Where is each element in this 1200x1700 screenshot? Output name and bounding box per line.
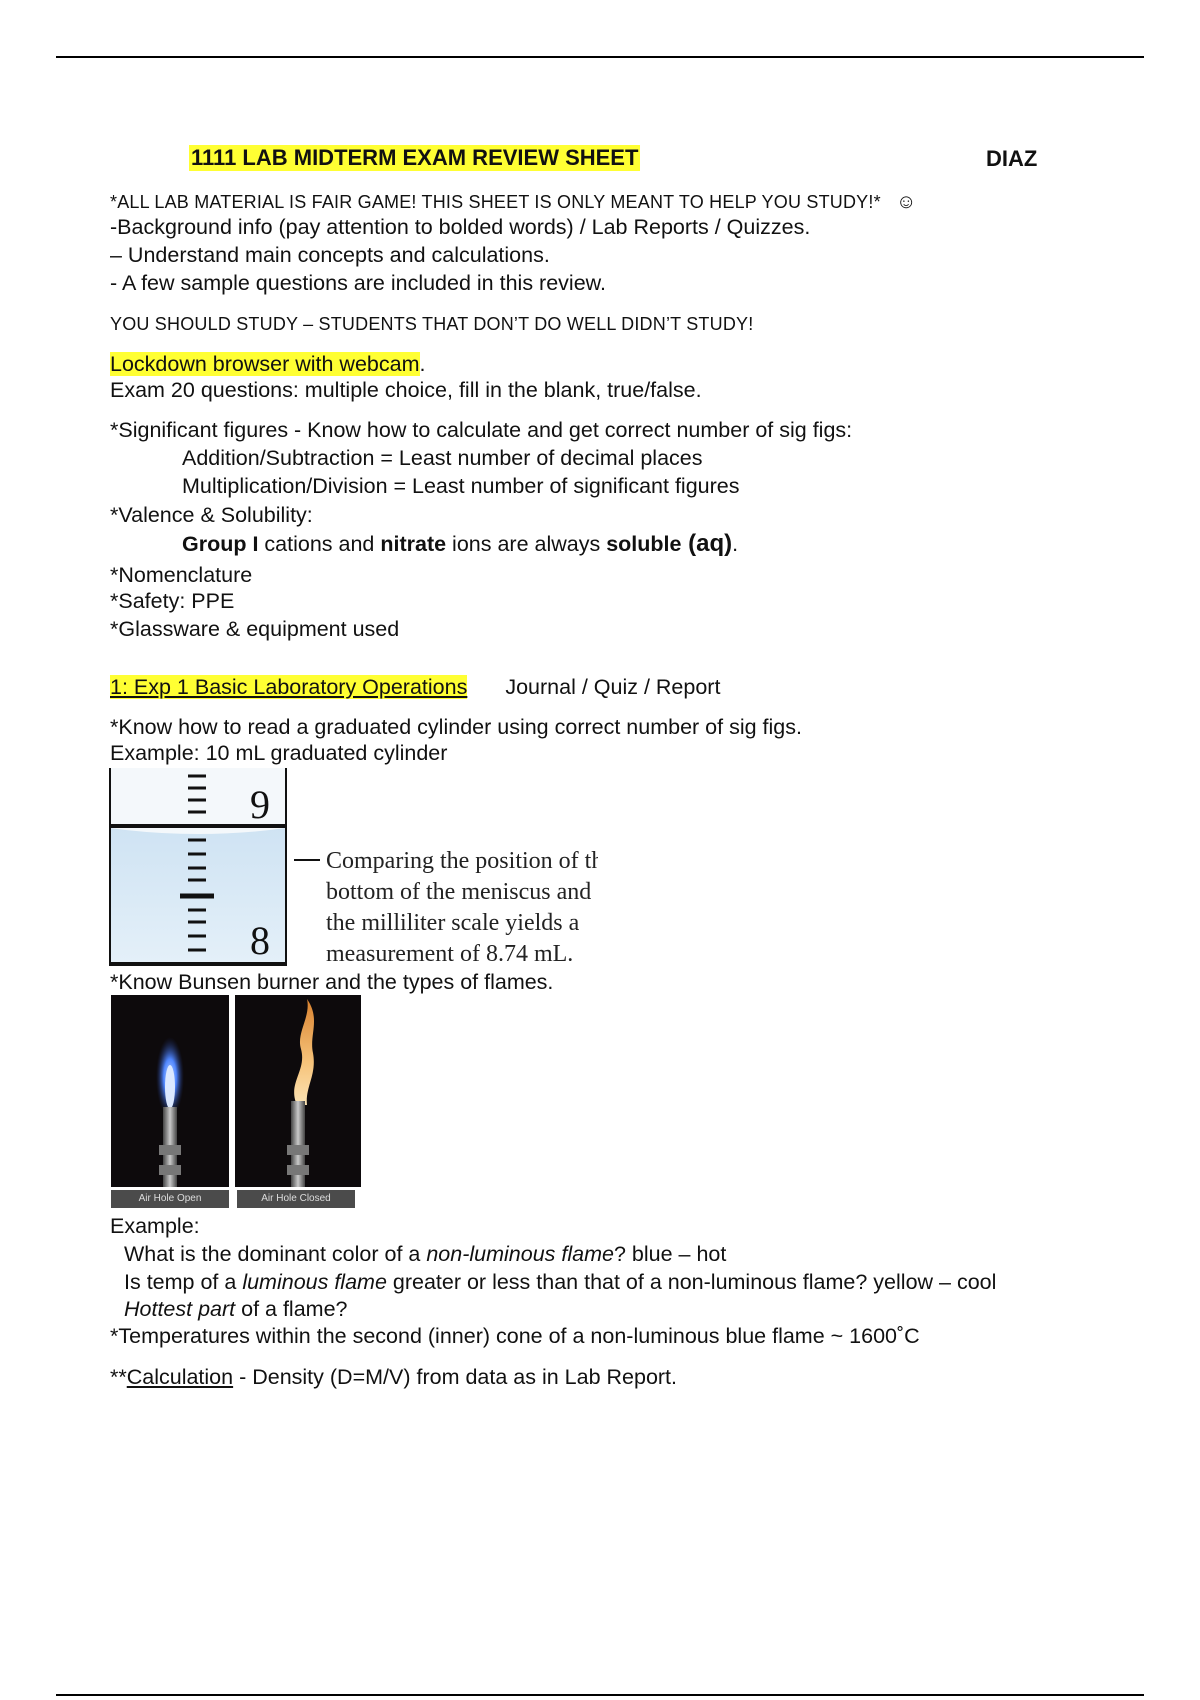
flame-question-3: Hottest part of a flame? xyxy=(124,1297,348,1321)
graduated-cylinder-figure xyxy=(108,768,598,968)
solubility-rule: Group I cations and nitrate ions are always soluble (aq). xyxy=(182,530,739,557)
addsub-rule: Addition/Subtraction = Least number of decimal places xyxy=(182,446,703,470)
nomenclature-line: *Nomenclature xyxy=(110,563,253,587)
intro-line-2: – Understand main concepts and calculations. xyxy=(110,243,550,267)
lockdown-text: Lockdown browser with webcam xyxy=(110,352,420,376)
exp1-heading-line xyxy=(110,674,720,700)
density-calculation-line: **Calculation - Density (D=M/V) from data as in Lab Report. xyxy=(110,1365,678,1389)
caption-line-3: the milliliter scale yields a xyxy=(326,910,580,936)
caption-line-1: Comparing the position of the xyxy=(326,848,598,874)
exp1-heading: 1: Exp 1 Basic Laboratory Operations xyxy=(110,675,468,699)
cylinder-note: *Know how to read a graduated cylinder using correct number of sig figs. xyxy=(110,715,802,739)
bottom-rule xyxy=(56,1694,1144,1696)
flame-question-1: What is the dominant color of a non-luminous flame? blue – hot xyxy=(124,1242,727,1266)
smiley-icon: ☺ xyxy=(895,191,917,213)
muldiv-rule: Multiplication/Division = Least number of significant figures xyxy=(182,474,740,498)
top-rule xyxy=(56,56,1144,58)
caption-line-4: measurement of 8.74 mL. xyxy=(326,941,574,967)
example-label: Example: xyxy=(110,1214,200,1238)
cylinder-example: Example: 10 mL graduated cylinder xyxy=(110,741,448,765)
flame-temperature-note: *Temperatures within the second (inner) cone of a non-luminous blue flame ~ 1600˚C xyxy=(110,1324,920,1348)
caption-line-2: bottom of the meniscus and xyxy=(326,879,592,905)
tick-label-8: 8 xyxy=(250,918,270,963)
valence-line: *Valence & Solubility: xyxy=(110,503,313,527)
exp1-subheading: Journal / Quiz / Report xyxy=(505,675,721,699)
intro-line-3: - A few sample questions are included in this review. xyxy=(110,271,606,295)
safety-line: *Safety: PPE xyxy=(110,589,235,613)
page-title: 1111 LAB MIDTERM EXAM REVIEW SHEET xyxy=(191,145,639,170)
fair-game-text: *ALL LAB MATERIAL IS FAIR GAME! THIS SHEET IS ONLY MEANT TO HELP YOU STUDY!* xyxy=(110,192,881,212)
exam-format: Exam 20 questions: multiple choice, fill in the blank, true/false. xyxy=(110,378,702,402)
bunsen-flame-figure xyxy=(111,995,361,1213)
glassware-line: *Glassware & equipment used xyxy=(110,617,400,641)
tick-label-9: 9 xyxy=(250,782,270,827)
air-hole-closed-label: Air Hole Closed xyxy=(237,1190,355,1208)
intro-line-1: -Background info (pay attention to bolded words) / Lab Reports / Quizzes. xyxy=(110,215,811,239)
study-warning: YOU SHOULD STUDY – STUDENTS THAT DON’T DO WELL DIDN’T STUDY! xyxy=(110,314,754,334)
bunsen-note: *Know Bunsen burner and the types of flames. xyxy=(110,970,554,994)
sigfigs-line: *Significant figures - Know how to calculate and get correct number of sig figs: xyxy=(110,418,853,442)
author-name: DIAZ xyxy=(986,146,1038,171)
air-hole-open-label: Air Hole Open xyxy=(111,1190,229,1208)
flame-question-2: Is temp of a luminous flame greater or less than that of a non-luminous flame? yellow – cool xyxy=(124,1270,997,1294)
fair-game-line xyxy=(110,189,917,215)
lockdown-line: Lockdown browser with webcam. xyxy=(110,352,426,376)
